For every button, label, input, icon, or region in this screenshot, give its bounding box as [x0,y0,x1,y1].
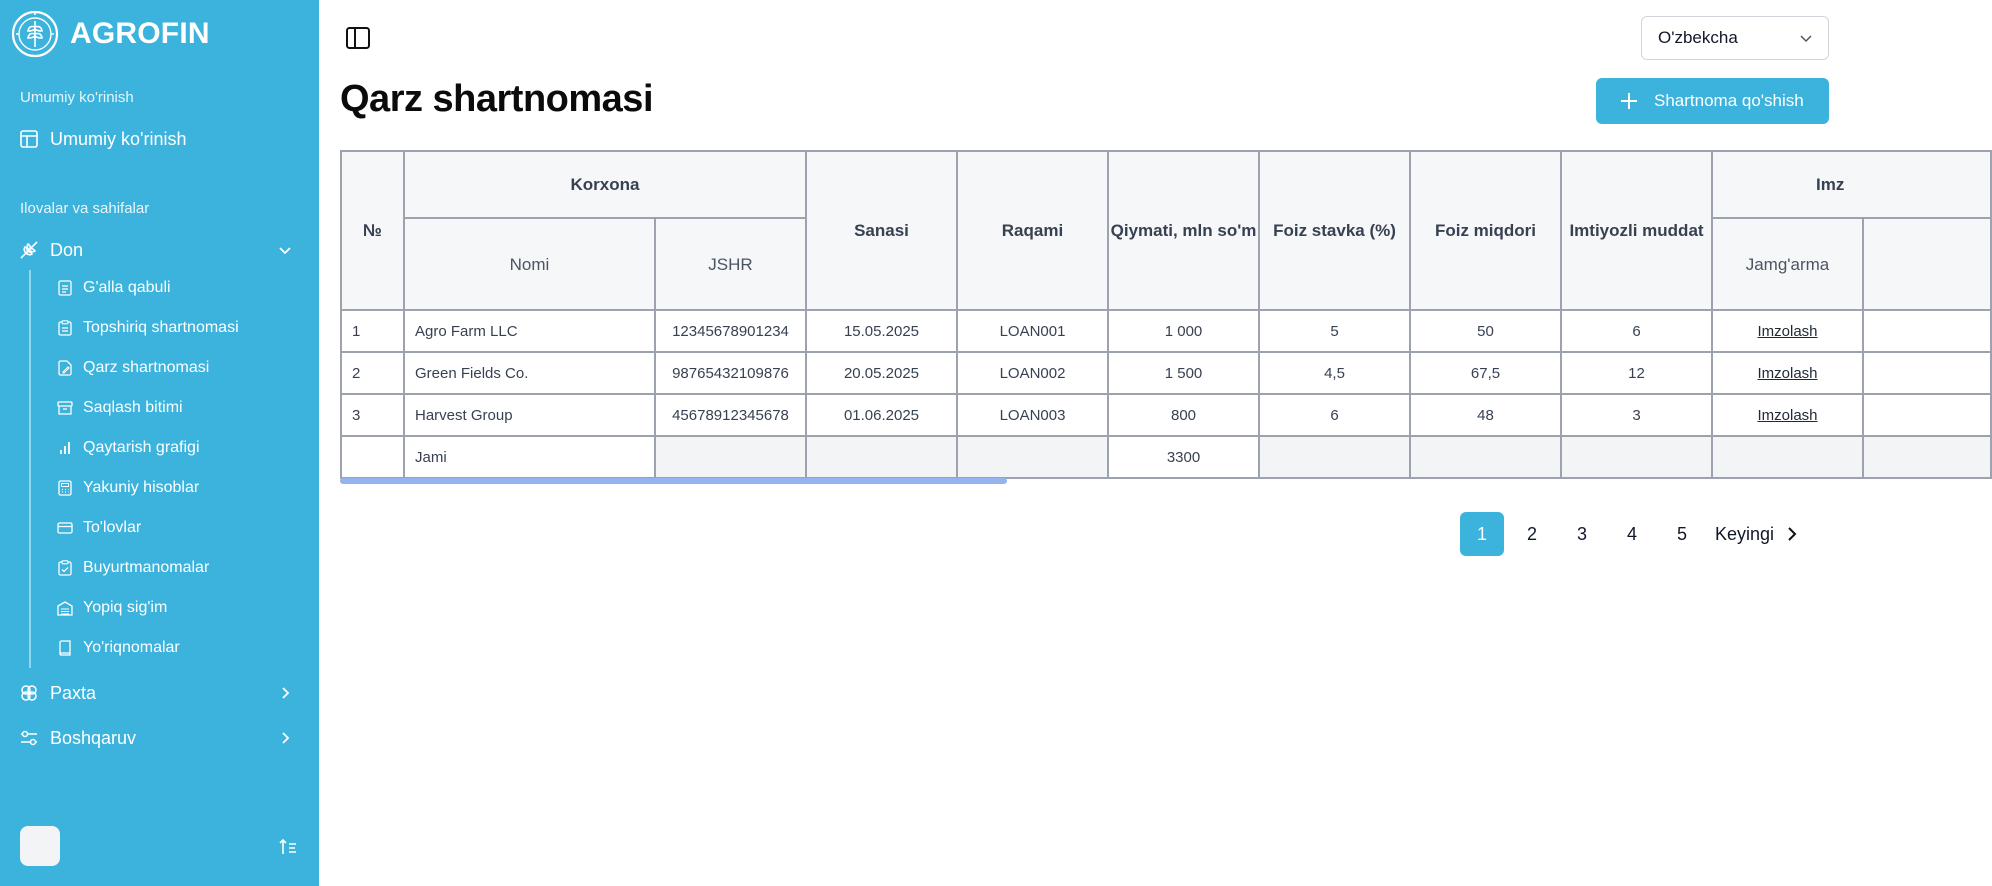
cell-sanasi: 20.05.2025 [806,352,957,394]
header-no: № [341,151,404,310]
sidebar-subitem-qarz[interactable] [57,353,209,383]
sidebar-subitem-label: Yo'riqnomalar [83,639,180,656]
horizontal-scrollbar[interactable] [340,478,1007,484]
cell-sanasi: 15.05.2025 [806,310,957,352]
sidebar-subitem-galla-qabuli[interactable] [57,273,171,303]
brand-name: AGROFIN [70,17,210,50]
sidebar-subitem-label: Yakuniy hisoblar [83,479,200,496]
loan-table [340,150,1845,477]
total-row [341,436,1991,478]
cell-no [341,436,404,478]
cell-foiz-miqdori: 67,5 [1410,352,1561,394]
cell-no: 3 [341,394,404,436]
cell-jshr: 45678912345678 [655,394,806,436]
cell-foiz-stavka: 4,5 [1259,352,1410,394]
cell-empty [1410,436,1561,478]
book-icon [57,640,73,656]
cell-imtiyozli: 3 [1561,394,1712,436]
cell-qiymati: 1 000 [1108,310,1259,352]
submenu-tree-line [29,270,31,668]
sidebar-item-label: Don [50,239,84,260]
cell-raqami: LOAN003 [957,394,1108,436]
table-row [341,310,1991,352]
sidebar-subitem-label: Qarz shartnomasi [83,359,210,376]
sidebar-subitem-buyurtmanomalar[interactable] [57,553,209,583]
cell-empty [1259,436,1410,478]
page-button-5[interactable]: 5 [1676,523,1687,544]
sidebar-subitem-label: Qaytarish grafigi [83,439,200,456]
sidebar-subitem-yoriqnomalar[interactable] [57,633,180,663]
file-edit-icon [57,360,73,376]
cell-nomi: Green Fields Co. [404,352,655,394]
clipboard-icon [57,320,73,336]
sidebar-toggle-icon[interactable] [344,24,372,52]
cell-foiz-stavka: 5 [1259,310,1410,352]
sidebar-subitem-yopiq-sigim[interactable] [57,593,167,623]
file-text-icon [57,280,73,296]
cell-action [1712,352,1863,394]
cell-empty [806,436,957,478]
cell-foiz-stavka: 6 [1259,394,1410,436]
table-row [341,352,1991,394]
cell-empty [957,436,1108,478]
sidebar-item-label: Boshqaruv [50,727,137,748]
header-foiz-miqdori: Foiz miqdori [1410,151,1561,310]
sidebar-subitem-tolovlar[interactable] [57,513,141,543]
page-title: Qarz shartnomasi [340,78,653,120]
warehouse-icon [57,600,73,616]
sidebar-item-label: Paxta [50,682,97,703]
sidebar-item-boshqaruv[interactable] [18,720,303,756]
sidebar-subitem-label: G'alla qabuli [83,279,171,296]
settings-sliders-icon [18,727,40,749]
cell-sanasi: 01.06.2025 [806,394,957,436]
header-sanasi: Sanasi [806,151,957,310]
cotton-icon [18,682,40,704]
cell-empty [655,436,806,478]
clipboard-check-icon [57,560,73,576]
cell-empty [1863,436,1991,478]
sidebar [0,0,319,886]
sidebar-item-overview[interactable] [18,121,303,157]
chevron-right-icon [1782,524,1802,544]
language-value: O'zbekcha [1658,28,1738,47]
header-foiz-stavka: Foiz stavka (%) [1259,151,1410,310]
header-imtiyozli: Imtiyozli muddat [1561,151,1712,310]
header-imz: Imz [1712,151,1991,218]
sort-collapse-icon[interactable] [277,836,299,858]
chevron-down-icon [1798,30,1814,46]
header-qiymati: Qiymati, mln so'm [1108,151,1259,310]
sidebar-item-don[interactable] [18,232,303,268]
cell-empty [1712,436,1863,478]
agrofin-logo-icon [10,9,60,59]
sidebar-subitem-qaytarish[interactable] [57,433,200,463]
cell-action [1712,310,1863,352]
language-select[interactable] [1641,16,1829,60]
sign-link[interactable]: Imzolash [1757,406,1818,424]
layout-icon [18,128,40,150]
cell-extra [1863,352,1991,394]
cell-empty [1561,436,1712,478]
header-jamgarma: Jamg'arma [1712,218,1863,310]
bar-chart-icon [57,440,73,456]
sign-link[interactable]: Imzolash [1757,364,1818,382]
chevron-right-icon [275,683,295,703]
cell-imtiyozli: 6 [1561,310,1712,352]
cell-jshr: 12345678901234 [655,310,806,352]
page-button-2[interactable]: 2 [1526,523,1537,544]
cell-nomi: Harvest Group [404,394,655,436]
sidebar-subitem-label: Saqlash bitimi [83,399,183,416]
cell-foiz-miqdori: 48 [1410,394,1561,436]
sign-link[interactable]: Imzolash [1757,322,1818,340]
cell-extra [1863,394,1991,436]
header-korxona: Korxona [404,151,806,218]
chevron-right-icon [275,728,295,748]
next-page-button[interactable] [1715,512,1802,556]
page-button-1[interactable]: 1 [1460,512,1504,556]
plus-icon [1618,90,1640,112]
credit-card-icon [57,520,73,536]
cell-raqami: LOAN001 [957,310,1108,352]
sidebar-subitem-label: Buyurtmanomalar [83,559,210,576]
header-extra [1863,218,1991,310]
total-qiymati: 3300 [1108,436,1259,478]
table-row [341,394,1991,436]
brand[interactable] [10,9,210,59]
cell-action [1712,394,1863,436]
group-label-apps: Ilovalar va sahifalar [20,200,150,217]
calculator-icon [57,480,73,496]
sidebar-subitem-label: Topshiriq shartnomasi [83,319,239,336]
sidebar-item-label: Umumiy ko'rinish [50,128,187,149]
header-jshr: JSHR [655,218,806,310]
cell-jshr: 98765432109876 [655,352,806,394]
group-label-overview: Umumiy ko'rinish [20,89,134,106]
header-nomi: Nomi [404,218,655,310]
total-label: Jami [404,436,655,478]
chevron-down-icon [275,240,295,260]
sidebar-subitem-saqlash[interactable] [57,393,183,423]
add-contract-button[interactable] [1596,78,1829,124]
next-page-label: Keyingi [1715,523,1775,544]
wheat-icon [18,239,40,261]
page-button-4[interactable]: 4 [1626,523,1637,544]
archive-icon [57,400,73,416]
sidebar-subitem-label: To'lovlar [83,519,142,536]
sidebar-subitem-label: Yopiq sig'im [83,599,168,616]
header-raqami: Raqami [957,151,1108,310]
cell-no: 1 [341,310,404,352]
cell-extra [1863,310,1991,352]
sidebar-subitem-topshiriq[interactable] [57,313,239,343]
cell-nomi: Agro Farm LLC [404,310,655,352]
avatar[interactable] [20,826,60,866]
cell-qiymati: 1 500 [1108,352,1259,394]
sidebar-item-paxta[interactable] [18,675,303,711]
cell-foiz-miqdori: 50 [1410,310,1561,352]
cell-qiymati: 800 [1108,394,1259,436]
sidebar-subitem-yakuniy[interactable] [57,473,199,503]
cell-raqami: LOAN002 [957,352,1108,394]
cell-imtiyozli: 12 [1561,352,1712,394]
add-contract-label: Shartnoma qo'shish [1654,91,1804,110]
cell-no: 2 [341,352,404,394]
page-button-3[interactable]: 3 [1576,523,1587,544]
